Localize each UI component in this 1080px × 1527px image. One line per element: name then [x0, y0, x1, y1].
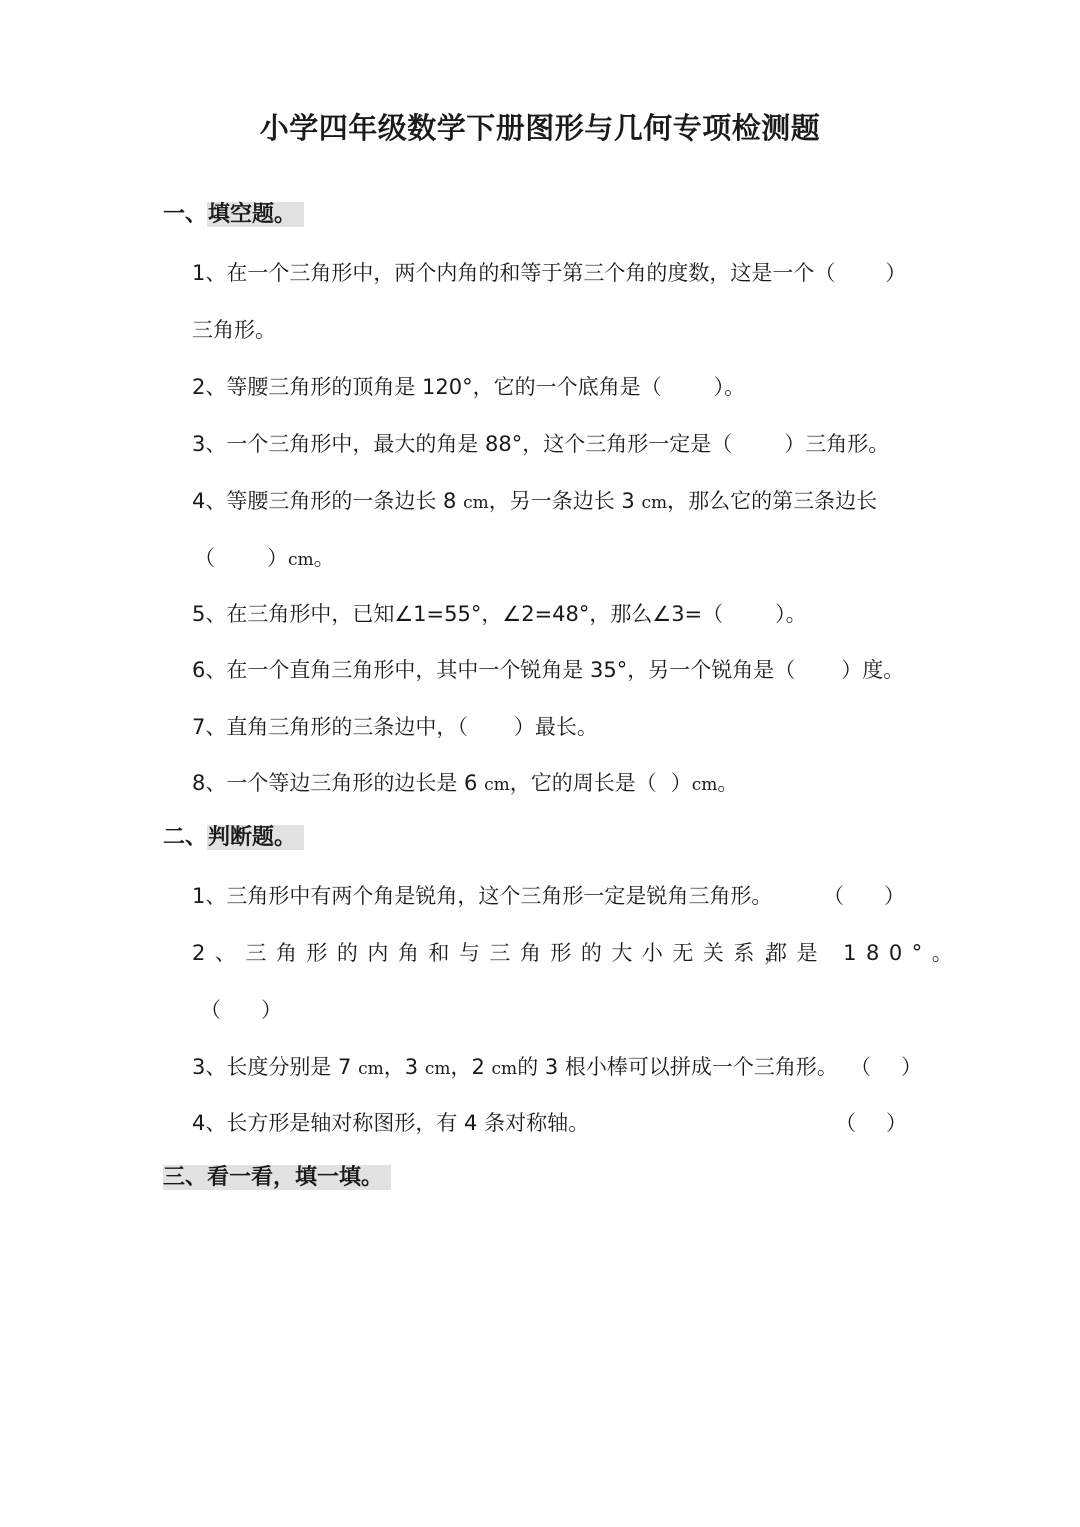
section-header-look-fill — [163, 1160, 391, 1196]
question-text: 三角形。 — [192, 318, 276, 342]
question-text: 都是 180°。 — [766, 941, 963, 965]
question-1-5 — [192, 599, 807, 629]
question-2-2 — [192, 938, 794, 968]
question-text: ，3 — [383, 1055, 419, 1079]
question-text: ）。 — [713, 375, 746, 399]
question-1-1 — [192, 258, 906, 288]
question-text: 的 3 根小棒可以拼成一个三角形。 — [517, 1055, 838, 1079]
question-text: ，2 — [450, 1055, 485, 1079]
section-prefix: 二、 — [163, 825, 208, 850]
question-text: （ — [194, 546, 215, 570]
question-1-2 — [192, 372, 745, 402]
question-1-4 — [192, 486, 877, 518]
question-text: 。 — [717, 771, 739, 795]
question-text: 1、在一个三角形中，两个内角的和等于第三个角的度数，这是一个（ — [192, 261, 836, 285]
bracket-open: （ — [823, 884, 844, 908]
question-text: 。 — [313, 546, 335, 570]
question-text: 2、等腰三角形的顶角是 120°，它的一个底角是（ — [192, 375, 662, 399]
unit-cm: cm — [484, 775, 510, 795]
question-text: ） — [267, 546, 288, 570]
bracket-open: （ — [200, 998, 221, 1022]
question-text: ）三角形。 — [784, 432, 890, 456]
question-1-6 — [192, 655, 904, 685]
unit-cm: cm — [463, 493, 489, 513]
question-1-3 — [192, 429, 889, 459]
section-header-true-false — [163, 820, 304, 856]
section-title: 判断题。 — [207, 825, 304, 850]
question-text: 1、三角形中有两个角是锐角，这个三角形一定是锐角三角形。 — [192, 884, 773, 908]
question-text: 7、直角三角形的三条边中，（ — [192, 715, 468, 739]
question-text: 5、在三角形中，已知∠1=55°，∠2=48°，那么∠3=（ — [192, 602, 724, 626]
question-2-4 — [192, 1108, 589, 1138]
question-text: ） — [885, 261, 907, 285]
question-text: 6、在一个直角三角形中，其中一个锐角是 35°，另一个锐角是（ — [192, 658, 796, 682]
unit-cm: cm — [288, 550, 314, 570]
question-text: ）最长。 — [513, 715, 598, 739]
question-text: 4、等腰三角形的一条边长 8 — [192, 489, 457, 513]
question-1-4-cont — [194, 543, 335, 575]
bracket-open: （ — [850, 1055, 871, 1079]
question-text: 3、一个三角形中，最大的角是 88°，这个三角形一定是（ — [192, 432, 733, 456]
unit-cm: cm — [641, 493, 668, 513]
section-title: 填空题。 — [207, 202, 304, 227]
question-text: ，那么它的第三条边长 — [667, 489, 878, 513]
unit-cm: cm — [491, 1059, 518, 1079]
question-text: 8、一个等边三角形的边长是 6 — [192, 771, 478, 795]
question-2-2-tail — [766, 938, 962, 968]
bracket-close: ） — [886, 1111, 907, 1135]
question-1-1-cont — [192, 315, 276, 345]
unit-cm: cm — [358, 1059, 384, 1079]
unit-cm: cm — [691, 775, 718, 795]
question-text: 4、长方形是轴对称图形，有 4 条对称轴。 — [192, 1111, 590, 1135]
question-1-7 — [192, 712, 598, 742]
bracket-close: ） — [884, 884, 905, 908]
judge-bracket-2-3[interactable] — [850, 1052, 922, 1082]
question-text: 3、长度分别是 7 — [192, 1055, 352, 1079]
question-2-3 — [192, 1052, 838, 1084]
question-text: ，另一条边长 3 — [488, 489, 635, 513]
question-text: ）。 — [775, 602, 807, 626]
unit-cm: cm — [424, 1059, 451, 1079]
page-title: 小学四年级数学下册图形与几何专项检测题 — [259, 111, 821, 145]
bracket-close: ） — [261, 998, 282, 1022]
question-1-8 — [192, 768, 738, 800]
bracket-open: （ — [835, 1111, 856, 1135]
question-text: ） — [670, 771, 692, 795]
question-2-1 — [192, 881, 772, 911]
question-text: ，它的周长是（ — [509, 771, 657, 795]
section-prefix: 一、 — [163, 202, 208, 227]
bracket-close: ） — [901, 1055, 922, 1079]
section-title: 三、看一看，填一填。 — [163, 1165, 391, 1190]
judge-bracket-2-4[interactable] — [835, 1108, 907, 1138]
judge-bracket-2-1[interactable] — [823, 881, 905, 911]
question-text: ）度。 — [841, 658, 905, 682]
section-header-fill-blank — [163, 197, 304, 233]
judge-bracket-2-2[interactable] — [200, 995, 282, 1025]
question-text: 2、三角形的内角和与三角形的大小无关系， — [192, 941, 795, 965]
